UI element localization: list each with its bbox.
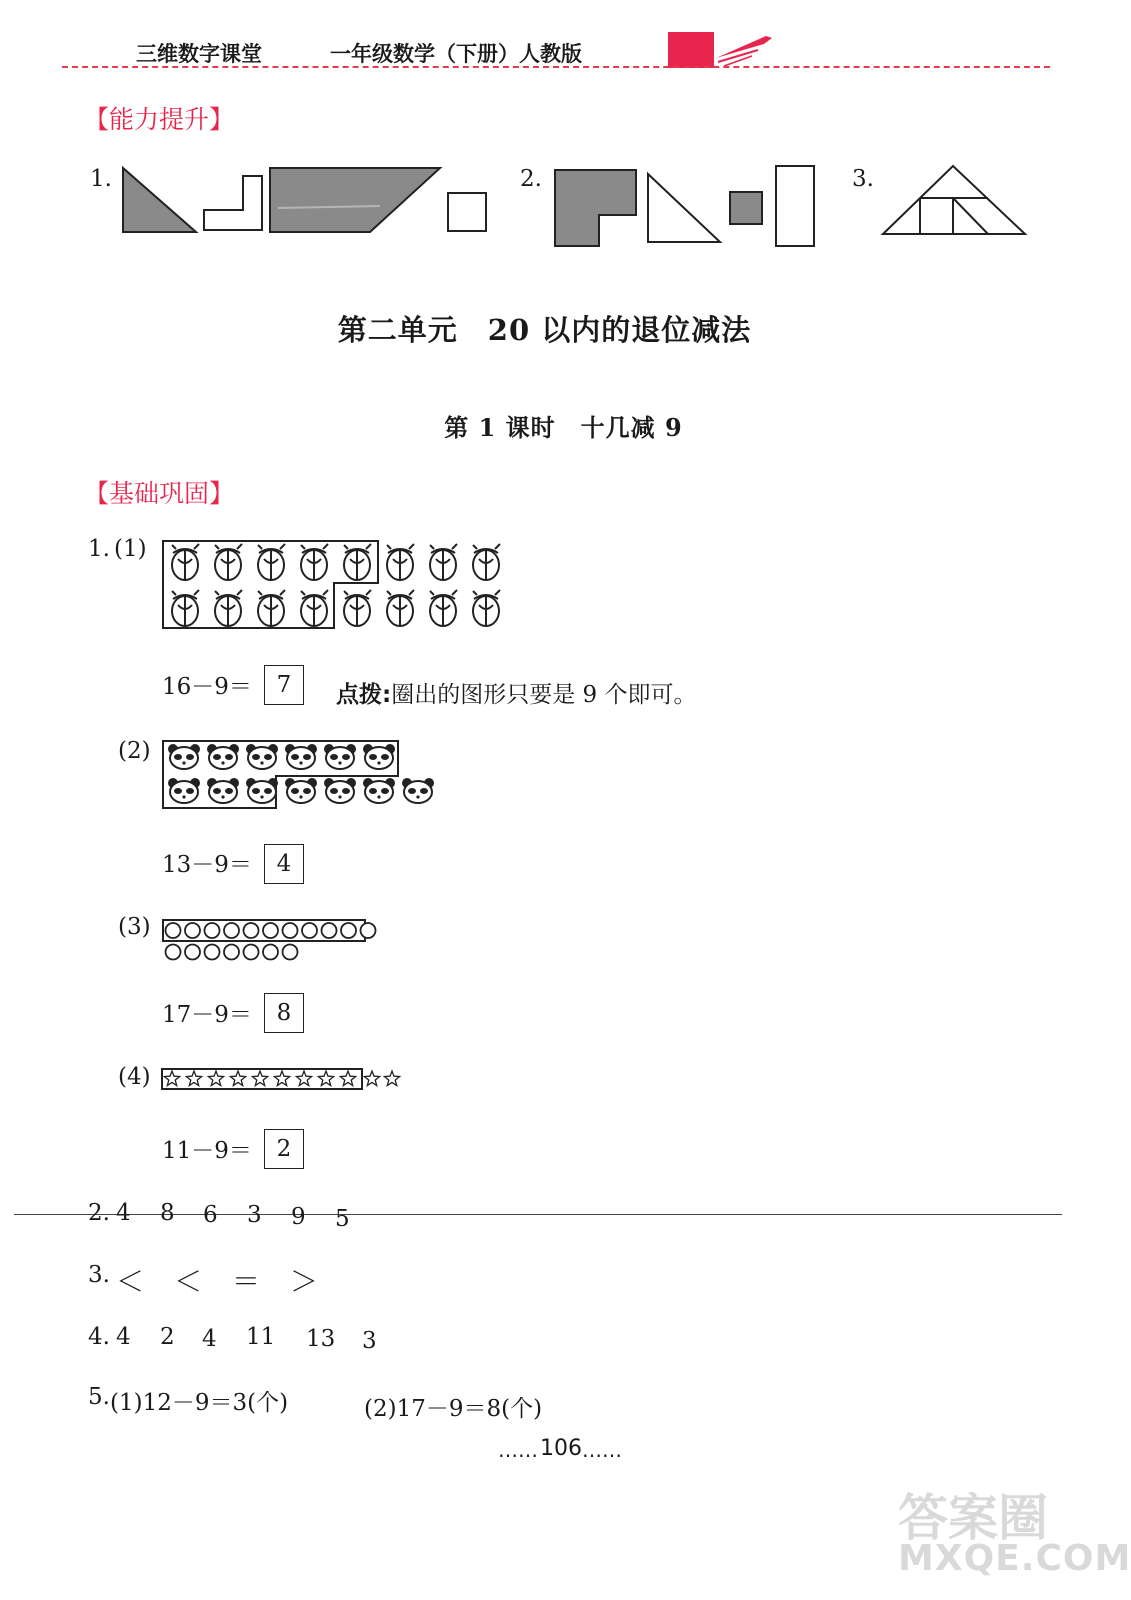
circle-counter-icon [205,923,220,938]
panda-icon [207,744,239,769]
star-counter-icon [230,1071,245,1086]
shaded-small-square-shape [730,192,762,224]
q3-number: 3. [88,1262,110,1288]
cabbage-icon [344,590,371,626]
circle-counter-icon [283,945,298,960]
header-book-title: 三维数字课堂 [136,42,262,66]
panda-picture-grid [160,738,440,812]
star-counter-icon [384,1071,399,1086]
header-divider [62,66,1050,68]
panda-icon [168,744,200,769]
panda-icon [207,778,239,803]
circle-counter-icon [224,923,239,938]
circle-counter-icon [185,923,200,938]
ability-item-1-shapes [118,160,498,240]
footer-dots-right: …… [582,1438,622,1462]
circle-counter-icon [244,945,259,960]
q3-answer-4: ＞ [290,1265,319,1298]
q1-part2-equation: 13－9＝ [162,852,252,878]
section-ability-heading: 【能力提升】 [84,105,235,134]
lesson-title: 第 1 课时 十几减 9 [444,413,683,442]
q2-answer-1: 4 [116,1200,131,1226]
star-counter-icon [164,1071,179,1086]
circle-counter-icon [166,923,181,938]
q4-answer-3: 4 [202,1326,217,1352]
small-square-shape [448,193,486,231]
circle-counter-icon [205,945,220,960]
q3-answer-3: ＝ [232,1265,261,1298]
circle-counter-icon [224,945,239,960]
star-counter-icon [208,1071,223,1086]
cabbage-icon [430,544,457,580]
q1-number: 1. [88,536,110,562]
cabbage-icon [473,590,500,626]
q2-number: 2. [88,1200,110,1226]
q2-answer-3: 6 [203,1202,218,1228]
shaded-l-shape [555,170,636,246]
q1-part1-answer-box: 7 [264,665,304,705]
q5-answer-2: (2)17－9＝8(个) [364,1396,543,1422]
q3-answer-2: ＜ [174,1265,203,1298]
q2-answer-4: 3 [247,1202,262,1228]
q5-answer-1: (1)12－9＝3(个) [110,1390,289,1416]
star-counter-icon [340,1071,355,1086]
q1-part4-answer-box: 2 [264,1129,304,1169]
cabbage-icon [172,544,199,580]
q4-answer-2: 2 [160,1324,175,1350]
q4-number: 4. [88,1324,110,1350]
shaded-triangle-shape [123,168,196,232]
q4-answer-5: 13 [306,1326,336,1352]
star-counter-icon [252,1071,267,1086]
panda-icon [246,778,278,803]
circle-counter-icon [244,923,259,938]
l-shape [204,176,262,230]
panda-icon [402,778,434,803]
cabbage-picture-grid [160,538,520,634]
cabbage-icon [430,590,457,626]
cabbage-icon [172,590,199,626]
q1-part2-answer-box: 4 [264,844,304,884]
ability-item-2-number: 2. [520,166,542,192]
ability-item-1-number: 1. [90,166,112,192]
star-counter-icon [274,1071,289,1086]
circle-counter-icon [283,923,298,938]
star-picture-grid [160,1066,410,1096]
star-counter-icon [364,1071,379,1086]
cabbage-icon [215,544,242,580]
panda-icon [246,744,278,769]
ability-item-3-shapes [880,160,1030,240]
circle-counter-icon [263,923,278,938]
header-subject: 一年级数学（下册）人教版 [330,42,582,66]
hint-text: 圈出的图形只要是 9 个即可。 [391,682,697,708]
cabbage-icon [387,544,414,580]
panda-icon [363,778,395,803]
tall-rectangle-shape [776,166,814,246]
circle-counter-icon [361,923,376,938]
circle-counter-icon [263,945,278,960]
q4-answer-4: 11 [246,1324,276,1350]
cabbage-icon [215,590,242,626]
star-counter-icon [186,1071,201,1086]
circle-counter-icon [166,945,181,960]
q4-answer-1: 4 [116,1324,131,1350]
cabbage-icon [387,590,414,626]
shaded-trapezoid-shape [270,168,440,232]
q1-part4-label: (4) [118,1064,151,1090]
right-triangle-shape [648,174,720,242]
q2-answer-2: 8 [160,1200,175,1226]
ability-item-2-shapes [552,160,822,252]
circle-picture-grid [160,918,390,964]
hint-label: 点拨: [336,682,392,708]
q3-answer-1: ＜ [116,1265,145,1298]
panda-icon [168,778,200,803]
cabbage-icon [258,590,285,626]
cabbage-icon [473,544,500,580]
panda-icon [363,744,395,769]
ability-item-3-number: 3. [852,166,874,192]
watermark-url: MXQE.COM [898,1538,1131,1579]
q1-part1-equation: 16－9＝ [162,674,252,700]
star-counter-icon [296,1071,311,1086]
circle-counter-icon [302,923,317,938]
star-counter-icon [318,1071,333,1086]
cabbage-icon [301,544,328,580]
footer-dots-left: …… [498,1438,538,1462]
unit-title: 第二单元 20 以内的退位减法 [337,313,752,347]
watermark-logo: 答案圈 [898,1489,1048,1547]
q1-part1-hint [336,676,696,709]
panda-icon [285,778,317,803]
cabbage-icon [258,544,285,580]
panda-icon [324,778,356,803]
cabbage-icon [344,544,371,580]
q1-part3-answer-box: 8 [264,993,304,1033]
q4-answer-6: 3 [362,1328,377,1354]
circle-counter-icon [341,923,356,938]
page-number: 106 [540,1436,582,1461]
panda-icon [324,744,356,769]
q5-number: 5. [88,1384,110,1410]
q2-answer-5: 9 [291,1204,306,1230]
circle-counter-icon [185,945,200,960]
panda-icon [285,744,317,769]
q1-part1-label: (1) [114,536,147,562]
q1-part3-equation: 17－9＝ [162,1002,252,1028]
q1-part3-label: (3) [118,914,151,940]
q1-part2-label: (2) [118,738,151,764]
q2-answer-6: 5 [335,1206,350,1232]
q1-part4-equation: 11－9＝ [162,1138,252,1164]
circle-counter-icon [322,923,337,938]
section-basic-heading: 【基础巩固】 [84,479,235,508]
cabbage-icon [301,590,328,626]
